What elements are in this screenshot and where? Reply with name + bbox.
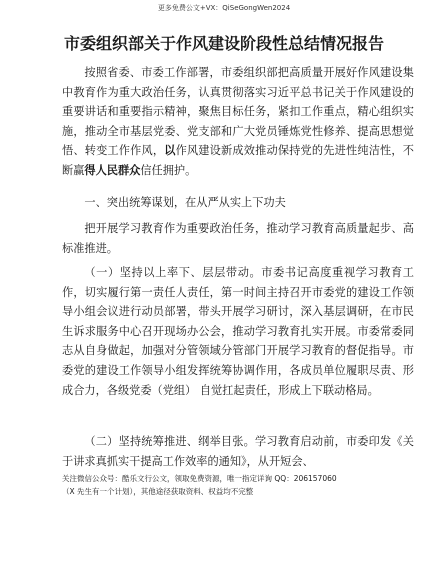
section1-lead-paragraph: 把开展学习教育作为重要政治任务，推动学习教育高质量起步、高标准推进。 [62,222,414,255]
bottom-note-line-1: 关注微信公众号：酷乐文行公文，领取免费资源，唯一指定详询 QQ：206157060 [62,474,337,483]
intro-text-4: 得人民群众 [84,163,141,177]
intro-text-1: 按照省委、市委工作部署，市委组织部把高质量开展好作风建设集中教育作为重大政治任务，认真贯彻落实习近平总书记关于作风建设的重要讲话和重要指示精神，聚焦目标任务，紧扣工作重点，精心组织实施，推动全市基层党委、党支部和广大党员锤炼党性修养、提高思想觉悟、转变工作作风， [62,66,414,158]
section1-heading: 一、突出统筹谋划，在从严从实上下功夫 [84,196,286,209]
document-title: 市委组织部关于作风建设阶段性总结情况报告 [63,34,384,53]
top-watermark-note: 更多免费公文+VX：QiSeGongWen2024 [157,4,291,12]
intro-paragraph [62,63,414,181]
bottom-promo-note [62,472,414,498]
intro-text-5: 信任拥护。 [140,163,197,177]
sub-section-1-paragraph: （一）坚持以上率下、层层带动。市委书记高度重视学习教育工作，切实履行第一责任人责任，第一时间主持召开市委党的建设工作领导小组会议进行动员部署，带头开展学习研讨，深入基层调研，在市民生诉求服务中心召开现场办公会，推动学习教育扎实开展。市委常委同志从自身做起，加强对分管领域分管部门开展学习教育的督促指导。市委党的建设工作领导小组发挥统筹协调作用，各成员单位履职尽责、形成合力，各级党委（党组） 自觉扛起责任，形成上下联动格局。 [62,266,414,397]
intro-text-3: 作风建设新成效推动保持党的先进性纯洁性，不断赢 [62,144,414,177]
intro-text-2: 以 [164,144,176,158]
bottom-note-line-2: （X 先生有一个计划），其他途径获取资料、权益均不完整 [62,487,254,496]
sub-section-2-paragraph: （二）坚持统筹推进、纲举目张。学习教育启动前，市委印发《关于讲求真抓实干提高工作效率的通知》，从开短会、 [62,435,414,468]
